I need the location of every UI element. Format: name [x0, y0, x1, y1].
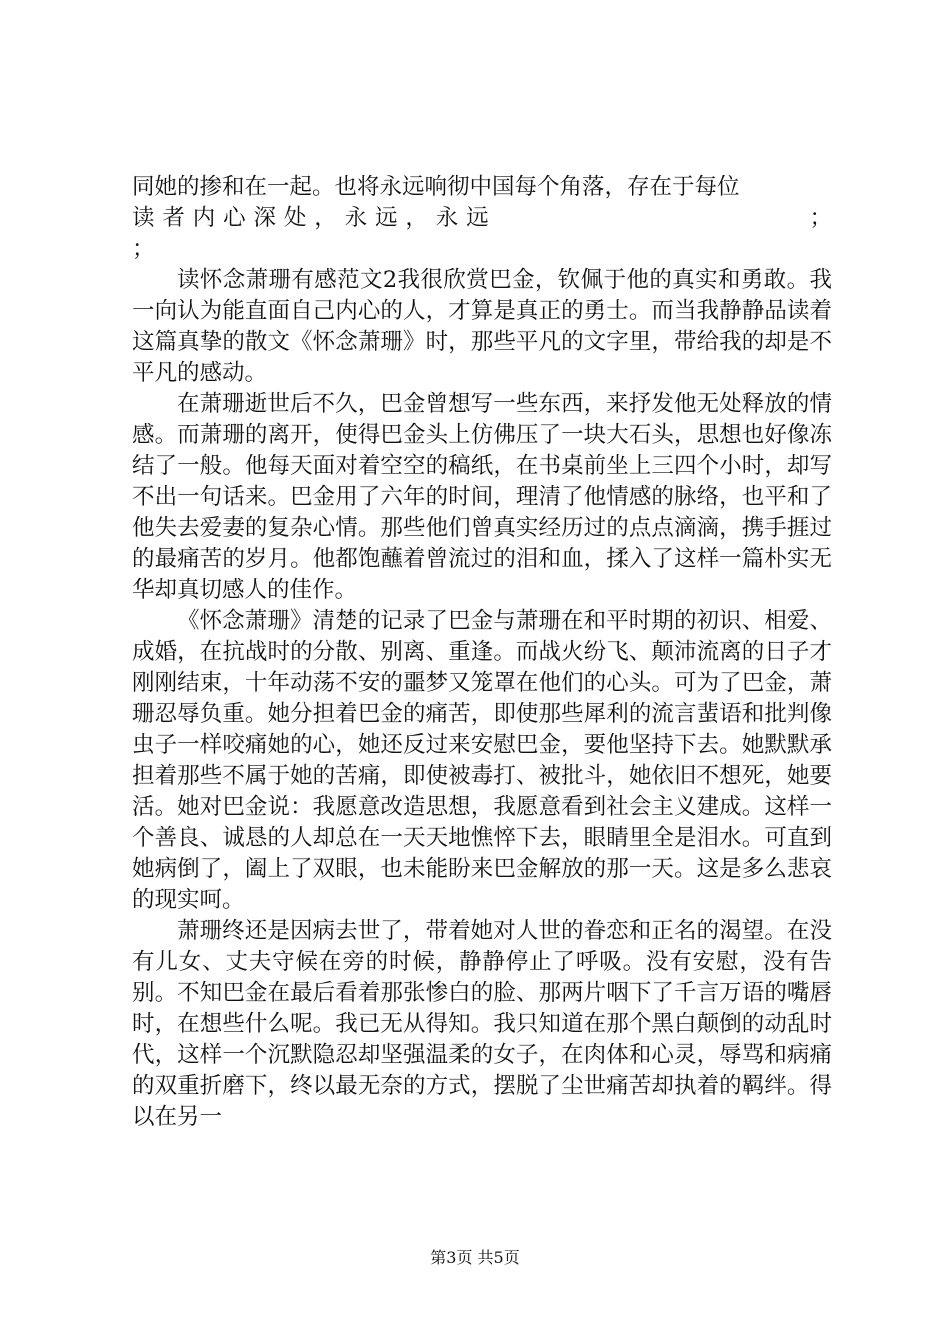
- continuation-line-3: ；: [132, 236, 155, 262]
- paragraph-3: 《怀念萧珊》清楚的记录了巴金与萧珊在和平时期的初识、相爱、成婚，在抗战时的分散、别离、重逢。而战火纷飞、颠沛流离的日子才刚刚结束，十年动荡不安的噩梦又笼罩在他们的心头。可为了巴金，萧珊忍辱负重。她分担着巴金的痛苦，即使那些犀利的流言蜚语和批判像虫子一样咬痛她的心，她还反过来安慰巴金，要他坚持下去。她默默承担着那些不属于她的苦痛，即使被毒打、被批斗，她依旧不想死，她要活。她对巴金说：我愿意改造思想，我愿意看到社会主义建成。这样一个善良、诚恳的人却总在一天天地憔悴下去，眼睛里全是泪水。可直到她病倒了，阖上了双眼，也未能盼来巴金解放的那一天。这是多么悲哀的现实呵。: [132, 608, 832, 913]
- continuation-line-2-text: 读者内心深处，永远，永远: [132, 205, 497, 231]
- continuation-line-2: [132, 203, 832, 234]
- document-body: [132, 172, 832, 1133]
- paragraph-4: 萧珊终还是因病去世了，带着她对人世的眷恋和正名的渴望。在没有儿女、丈夫守候在旁的时候，静静停止了呼吸。没有安慰，没有告别。不知巴金在最后看着那张惨白的脸、那两片咽下了千言万语的嘴唇时，在想些什么呢。我已无从得知。我只知道在那个黑白颠倒的动乱时代，这样一个沉默隐忍却坚强温柔的女子，在肉体和心灵，辱骂和病痛的双重折磨下，终以最无奈的方式，摆脱了尘世痛苦却执着的羁绊。得以在另一: [132, 918, 832, 1130]
- continuation-line-1: 同她的掺和在一起。也将永远响彻中国每个角落，存在于每位: [132, 174, 740, 200]
- continuation-line-2-semicolon: ；: [809, 205, 832, 231]
- page-number: 第3页 共5页: [430, 1248, 520, 1267]
- paragraph-1: 读怀念萧珊有感范文2我很欣赏巴金，钦佩于他的真实和勇敢。我一向认为能直面自己内心的人，才算是真正的勇士。而当我静静品读着这篇真挚的散文《怀念萧珊》时，那些平凡的文字里，带给我的却是不平凡的感动。: [132, 267, 832, 386]
- paragraph-2: 在萧珊逝世后不久，巴金曾想写一些东西，来抒发他无处释放的情感。而萧珊的离开，使得巴金头上仿佛压了一块大石头，思想也好像冻结了一般。他每天面对着空空的稿纸，在书桌前坐上三四个小时，却写不出一句话来。巴金用了六年的时间，理清了他情感的脉络，也平和了他失去爱妻的复杂心情。那些他们曾真实经历过的点点滴滴，携手捱过的最痛苦的岁月。他都饱蘸着曾流过的泪和血，揉入了这样一篇朴实无华却真切感人的佳作。: [132, 391, 832, 603]
- page-footer: [0, 1245, 950, 1268]
